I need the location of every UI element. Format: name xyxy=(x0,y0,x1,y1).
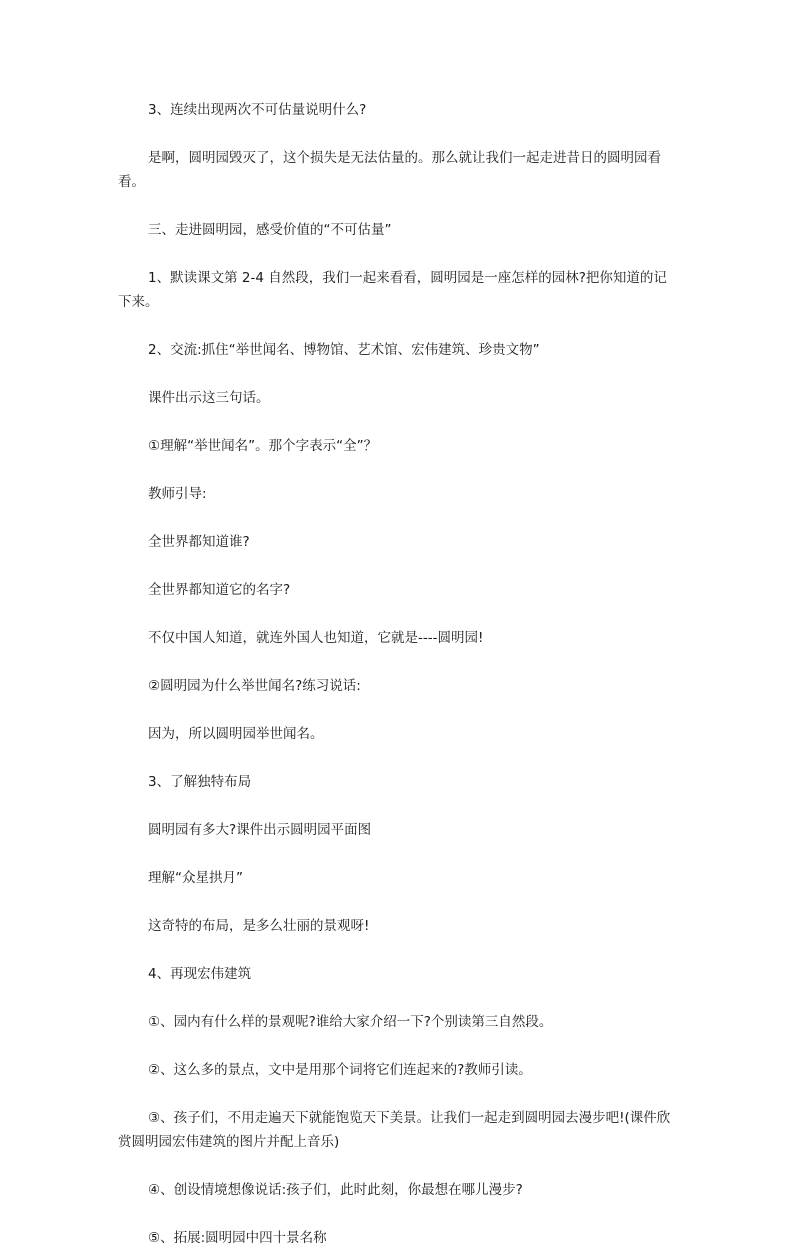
paragraph-12: ②圆明园为什么举世闻名?练习说话: xyxy=(148,678,361,694)
paragraph-21: ③、孩子们，不用走遍天下就能饱览天下美景。让我们一起走到圆明园去漫步吧!(课件欣赏圆明园宏伟建筑的图片并配上音乐) xyxy=(118,1110,671,1150)
paragraph-1: 3、连续出现两次不可估量说明什么? xyxy=(148,102,367,118)
paragraph-20: ②、这么多的景点，文中是用那个词将它们连起来的?教师引读。 xyxy=(148,1062,532,1078)
section-heading-3: 三、走进圆明园，感受价值的“不可估量” xyxy=(148,222,392,238)
paragraph-10: 全世界都知道它的名字? xyxy=(148,582,291,598)
paragraph-23: ⑤、拓展:圆明园中四十景名称 xyxy=(148,1230,327,1246)
paragraph-18: 4、再现宏伟建筑 xyxy=(148,966,252,982)
paragraph-13: 因为，所以圆明园举世闻名。 xyxy=(148,726,324,742)
paragraph-14: 3、了解独特布局 xyxy=(148,774,252,790)
paragraph-11: 不仅中国人知道，就连外国人也知道，它就是----圆明园! xyxy=(148,630,484,646)
paragraph-16: 理解“众星拱月” xyxy=(148,870,243,886)
paragraph-15: 圆明园有多大?课件出示圆明园平面图 xyxy=(148,822,372,838)
paragraph-7: ①理解“举世闻名”。那个字表示“全”？ xyxy=(148,438,378,454)
paragraph-6: 课件出示这三句话。 xyxy=(148,390,270,406)
paragraph-8: 教师引导: xyxy=(148,486,207,502)
paragraph-9: 全世界都知道谁? xyxy=(148,534,250,550)
paragraph-2: 是啊，圆明园毁灭了，这个损失是无法估量的。那么就让我们一起走进昔日的圆明园看看。 xyxy=(118,150,661,190)
paragraph-4: 1、默读课文第 2-4 自然段，我们一起来看看，圆明园是一座怎样的园林?把你知道的记下来。 xyxy=(118,270,667,310)
paragraph-17: 这奇特的布局，是多么壮丽的景观呀! xyxy=(148,918,370,934)
paragraph-5: 2、交流:抓住“举世闻名、博物馆、艺术馆、宏伟建筑、珍贵文物” xyxy=(148,342,540,358)
paragraph-22: ④、创设情境想像说话:孩子们，此时此刻，你最想在哪儿漫步? xyxy=(148,1182,523,1198)
paragraph-19: ①、园内有什么样的景观呢?谁给大家介绍一下?个别读第三自然段。 xyxy=(148,1014,553,1030)
